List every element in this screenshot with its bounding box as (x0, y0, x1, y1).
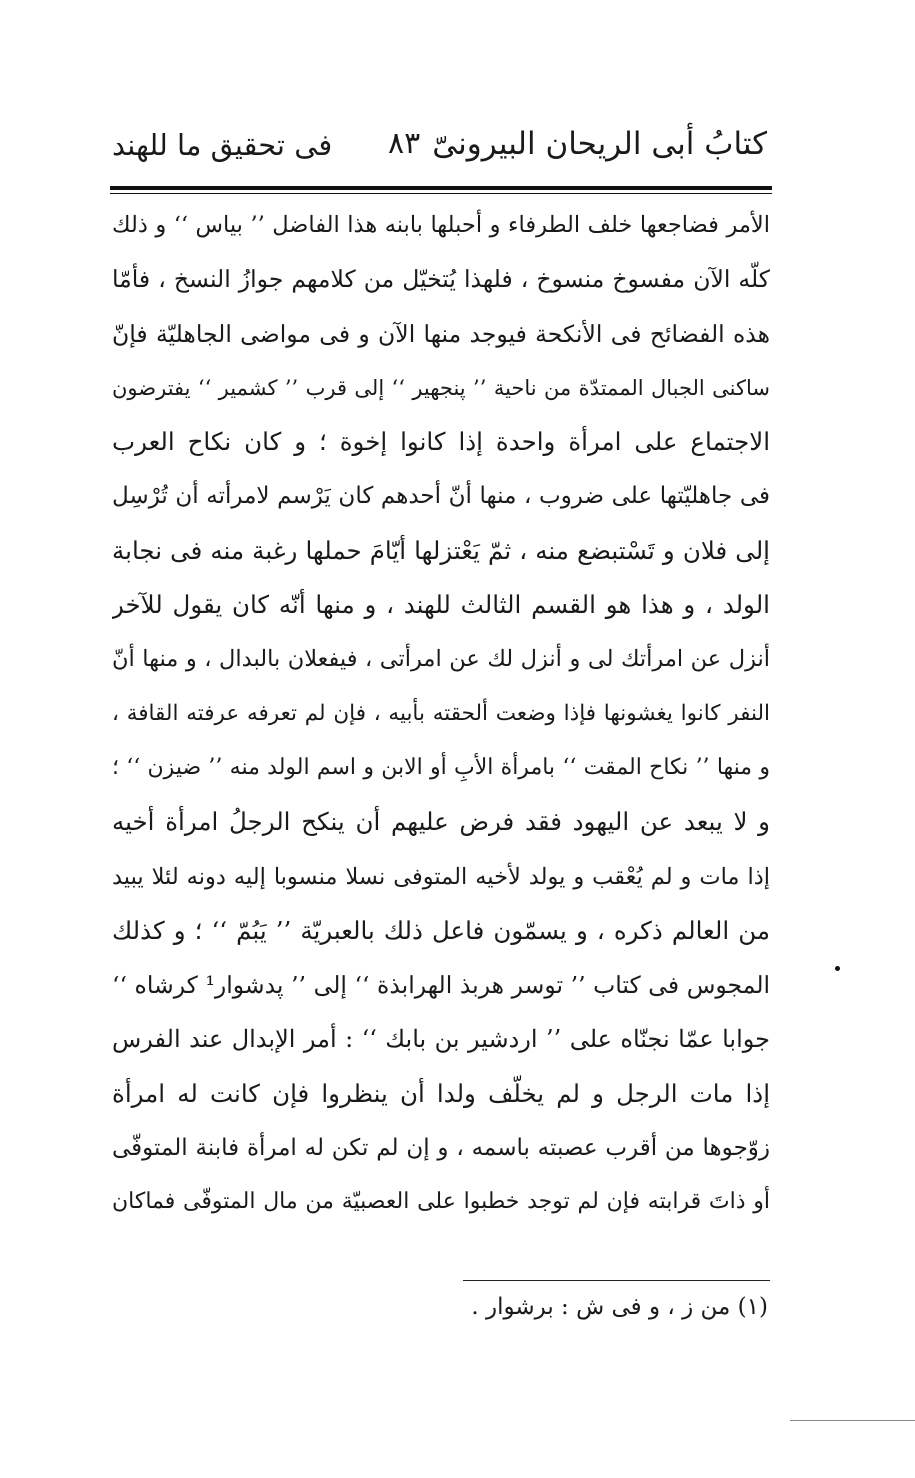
text-line: هذه الفضائح فى الأنكحة فيوجد منها الآن و فى مواضى الجاهليّة فإنّ (112, 319, 770, 348)
text-line: و منها ’’ نكاح المقت ‘‘ بامرأة الأبِ أو الابن و اسم الولد منه ’’ ضيزن ‘‘ ؛ (112, 754, 770, 780)
text-line: إذا مات الرجل و لم يخلّف ولدا أن ينظروا فإن كانت له امرأة (112, 1078, 770, 1108)
text-line: إلى فلان و تَسْتبضع منه ، ثمّ يَعْتزلها أيّامَ حملها رغبة منه فى نجابة (112, 535, 770, 565)
scan-edge-line (790, 1420, 915, 1421)
text-line: و لا يبعد عن اليهود فقد فرض عليهم أن ينكح الرجلُ امرأة أخيه (112, 807, 770, 837)
header-rule-thin (110, 193, 772, 194)
header-rule-thick (110, 186, 772, 190)
text-line: أنزل عن امرأتك لى و أنزل لك عن امرأتى ، فيفعلان بالبدال ، و منها أنّ (112, 646, 770, 673)
text-line: من العالم ذكره ، و يسمّون فاعل ذلك بالعبريّة ’’ يَبُمّ ‘‘ ؛ و كذلك (112, 915, 770, 945)
footnote-rule (463, 1280, 770, 1281)
text-line: زوّجوها من أقرب عصبته باسمه ، و إن لم تكن له امرأة فابنة المتوفّى (112, 1135, 770, 1162)
running-header (112, 122, 767, 182)
text-line: كلّه الآن مفسوخ منسوخ ، فلهذا يُتخيّل من كلامهم جوازُ النسخ ، فأمّا (112, 265, 770, 294)
text-line: الاجتماع على امرأة واحدة إذا كانوا إخوة ؛ و كان نكاح العرب (112, 427, 770, 457)
header-book-title: كتابُ أبى الريحان البيرونىّ (432, 126, 767, 162)
text-line: ساكنى الجبال الممتدّة من ناحية ’’ پنجهير ‘‘ إلى قرب ’’ كشمير ‘‘ يفترضون (112, 375, 770, 400)
text-line: المجوس فى كتاب ’’ توسر هربذ الهرابذة ‘‘ إلى ’’ پدشوار¹ كرشاه ‘‘ (112, 971, 770, 1000)
text-line: أو ذاتَ قرابته فإن لم توجد خطبوا على العصبيّة من مال المتوفّى فماكان (112, 1189, 770, 1215)
text-line: فى جاهليّتها على ضروب ، منها أنّ أحدهم كان يَرْسم لامرأته أن تُرْسِل (112, 483, 770, 510)
text-line: النفر كانوا يغشونها فإذا وضعت ألحقته بأبيه ، فإن لم تعرفه عرفته القافة ، (112, 700, 770, 726)
text-line: إذا مات و لم يُعْقب و يولد لأخيه المتوفى نسلا منسوبا إليه دونه لئلا يبيد (112, 863, 770, 890)
text-line: الولد ، و هذا هو القسم الثالث للهند ، و منها أنّه كان يقول للآخر (112, 590, 770, 620)
body-text (112, 198, 770, 1230)
footnote: (١) من ز ، و فى ش : برشوار . (471, 1294, 768, 1320)
text-line: الأمر فضاجعها خلف الطرفاء و أحبلها بابنه هذا الفاضل ’’ بياس ‘‘ و ذلك (112, 212, 770, 238)
text-line: جوابا عمّا نجنّاه على ’’ اردشير بن بابك ‘‘ : أمر الإبدال عند الفرس (112, 1025, 770, 1054)
margin-mark (835, 966, 840, 971)
header-subtitle: فى تحقيق ما للهند (112, 128, 333, 162)
page-number: ٨٣ (388, 126, 421, 161)
